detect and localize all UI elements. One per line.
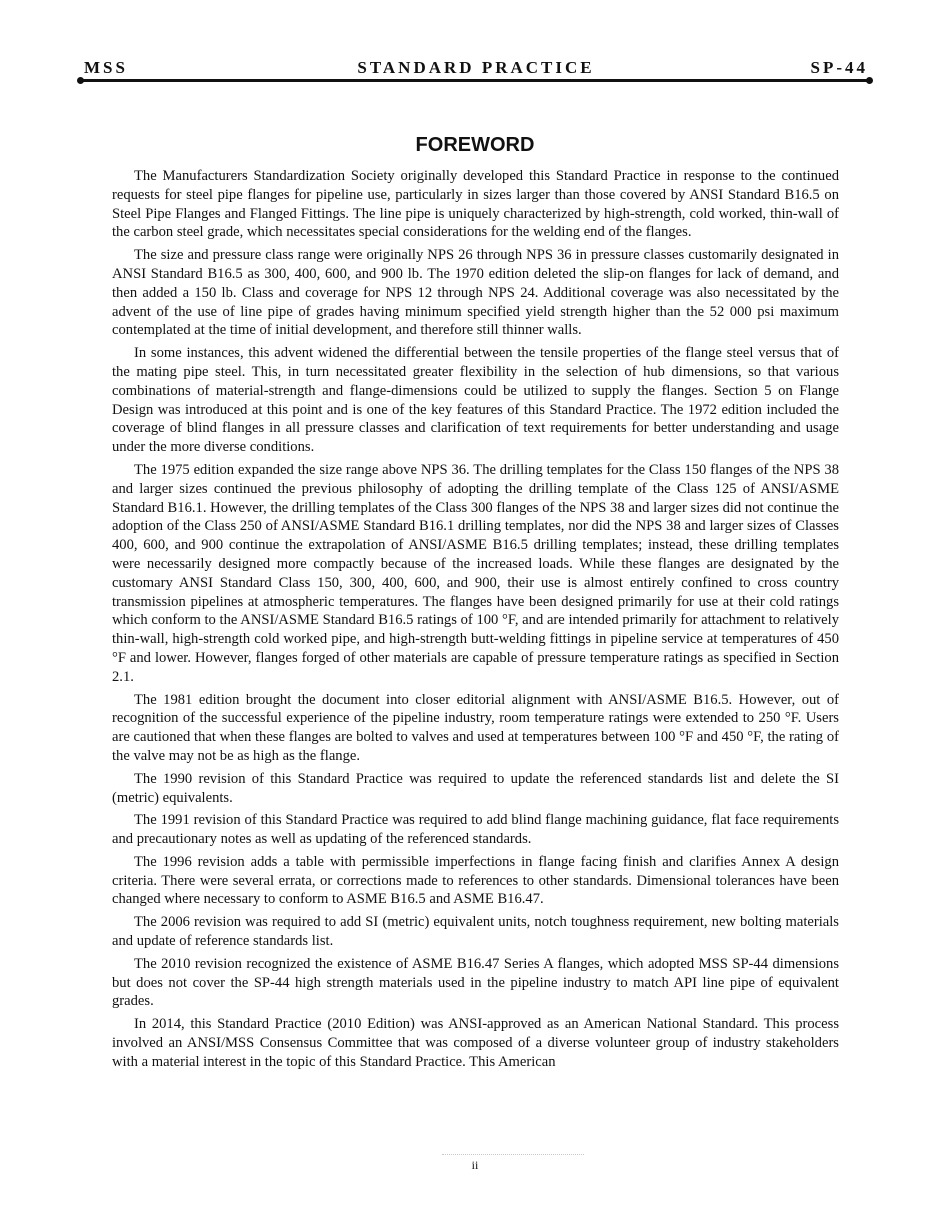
paragraph: The size and pressure class range were originally NPS 26 through NPS 36 in pressure classes customarily designated in ANSI Standard B16.5 as 300, 400, 600, and 900 lb. The 1970 edition deleted the slip-on flanges for lack of demand, and then added a 150 lb. Class and coverage for NPS 12 through NPS 24. Additional coverage was also necessitated by the advent of the use of line pipe of grades having minimum specified yield strength higher than the 52 000 psi maximum contemplated at the time of initial development, and therefore still thinner walls. xyxy=(112,247,839,339)
header-title: STANDARD PRACTICE xyxy=(357,58,595,77)
foreword-body xyxy=(112,167,839,1076)
page-number: ii xyxy=(471,1158,479,1172)
running-header xyxy=(84,58,868,78)
paragraph: The 1981 edition brought the document into closer editorial alignment with ANSI/ASME B16.5. However, out of recognition of the successful experience of the pipeline industry, room temperature ratings were extended to 250 °F. Users are cautioned that when these flanges are bolted to valves and used at temperatures between 100 °F and 450 °F, the rating of the valve may not be as high as the flange. xyxy=(112,691,839,764)
header-org: MSS xyxy=(84,58,128,77)
paragraph: The Manufacturers Standardization Society originally developed this Standard Practice in response to the continued requests for steel pipe flanges for pipeline use, particularly in sizes larger than those covered by ANSI Standard B16.5 on Steel Pipe Flanges and Flanged Fittings. The line pipe is uniquely characterized by high-strength, cold worked, thin-wall of the carbon steel grade, which necessitates special considerations for the welding end of the flanges. xyxy=(112,168,839,241)
paragraph: The 1990 revision of this Standard Practice was required to update the referenced standards list and delete the SI (metric) equivalents. xyxy=(112,770,839,806)
paragraph: The 1991 revision of this Standard Practice was required to add blind flange machining guidance, flat face requirements and precautionary notes as well as updating of the referenced standards. xyxy=(112,812,839,848)
header-rule xyxy=(80,79,870,82)
footer-divider xyxy=(442,1154,584,1155)
paragraph: In 2014, this Standard Practice (2010 Edition) was ANSI-approved as an American National Standard. This process involved an ANSI/MSS Consensus Committee that was composed of a diverse volunteer group of industry stakeholders with a material interest in the topic of this Standard Practice. This American xyxy=(112,1016,839,1070)
paragraph: The 2006 revision was required to add SI (metric) equivalent units, notch toughness requirement, new bolting materials and update of reference standards list. xyxy=(112,914,839,950)
section-title: FOREWORD xyxy=(415,134,535,156)
header-doc-number: SP-44 xyxy=(810,58,868,77)
paragraph: The 2010 revision recognized the existence of ASME B16.47 Series A flanges, which adopted MSS SP-44 dimensions but does not cover the SP-44 high strength materials used in the pipeline industry to match API line pipe of equivalent grades. xyxy=(112,955,839,1010)
paragraph: The 1996 revision adds a table with permissible imperfections in flange facing finish and clarifies Annex A design criteria. There were several errata, or corrections made to references to other standards. Dimensional tolerances have been changed where necessary to conform to ASME B16.5 and ASME B16.47. xyxy=(112,853,839,908)
paragraph: In some instances, this advent widened the differential between the tensile properties of the flange steel versus that of the mating pipe steel. This, in turn necessitated greater flexibility in the selection of hub dimensions, so that various combinations of material-strength and flange-dimensions could be utilized to supply the flanges. Section 5 on Flange Design was introduced at this point and is one of the key features of this Standard Practice. The 1972 edition included the coverage of blind flanges in all pressure classes and clarification of text requirements for better understanding and usage under the more diverse conditions. xyxy=(112,345,839,456)
paragraph: The 1975 edition expanded the size range above NPS 36. The drilling templates for the Class 150 flanges of the NPS 38 and larger sizes continued the previous philosophy of adopting the drilling template of the Class 125 of ANSI/ASME Standard B16.1. However, the drilling templates of the Class 300 flanges of the NPS 38 and larger sizes did not continue the adoption of the Class 250 of ANSI/ASME Standard B16.1 drilling templates, nor did the NPS 38 and larger sizes of Classes 400, 600, and 900 continue the extrapolation of ANSI/ASME B16.5 drilling templates; instead, these drilling templates were necessarily designed more compactly because of the increased loads. While these flanges are designated by the customary ANSI Standard Class 150, 300, 400, 600, and 900, their use is almost entirely confined to cross country transmission pipelines at atmospheric temperatures. The flanges have been designed primarily for use at their cold ratings which conform to the ANSI/ASME Standard B16.5 ratings of 100 °F, and are intended primarily for attachment to relatively thin-wall, high-strength cold worked pipe, and high-strength butt-welding fittings in pipeline service at temperatures of 450 °F and lower. However, flanges forged of other materials are capable of pressure temperature ratings as specified in Section 2.1. xyxy=(112,461,839,685)
